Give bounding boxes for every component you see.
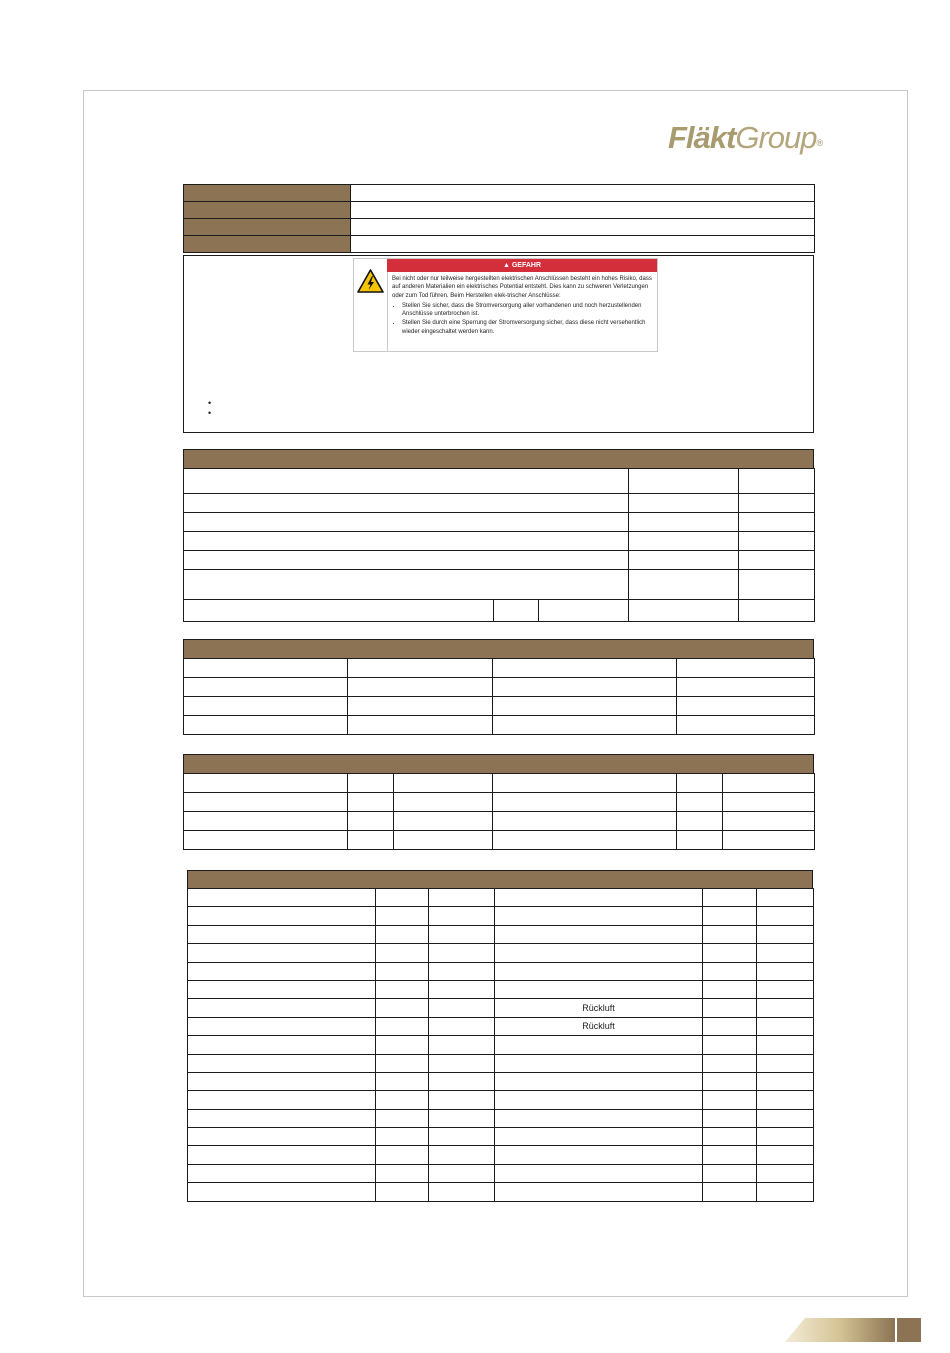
table-cell [493,812,677,831]
table-cell [184,570,629,600]
table-cell [495,1183,703,1201]
table-cell [495,1128,703,1146]
table-cell [188,1109,376,1127]
table-cell [429,962,495,980]
table-cell [394,831,493,850]
info-label-cell [184,219,351,236]
table-cell [677,793,723,812]
table-cell [757,962,814,980]
bullet-item [208,408,211,418]
table-cell [429,1072,495,1090]
table-cell [188,980,376,998]
warning-list-item: • Stellen Sie sicher, dass die Stromversorgung aller vorhandenen und noch herzustellenden Anschlüsse unterbrochen ist. [402,302,654,319]
table-cell [376,1072,429,1090]
table-cell [429,1017,495,1035]
table-cell [429,1146,495,1164]
table-cell [757,1146,814,1164]
table-cell [376,999,429,1017]
table-cell [739,570,815,600]
table-cell [757,1036,814,1054]
table-row [188,889,814,907]
table-cell [723,831,815,850]
table-cell [394,793,493,812]
table-cell [493,831,677,850]
table-cell [348,812,394,831]
table-cell [348,697,493,716]
table-cell [677,831,723,850]
table-cell [677,697,815,716]
table-cell [495,1054,703,1072]
table-cell [429,925,495,943]
table-cell [703,1036,757,1054]
table-cell [723,812,815,831]
flaktgroup-logo: FläktGroup® [668,120,823,155]
footer-tab-decoration [785,1318,895,1342]
table-cell [188,1017,376,1035]
table-cell [757,925,814,943]
table-cell [703,1091,757,1109]
table-cell [757,907,814,925]
table-cell [757,1164,814,1182]
table-cell [703,1183,757,1201]
table-cell [429,1091,495,1109]
danger-warning-box [353,258,658,352]
section-header-bar [183,754,814,774]
table-row [188,1164,814,1182]
info-label-cell [184,202,351,219]
table-cell [188,907,376,925]
measurement-table-1 [183,468,815,622]
table-cell [703,925,757,943]
table-cell [184,659,348,678]
table-cell [629,469,739,494]
table-cell [703,889,757,907]
table-cell [703,980,757,998]
table-cell [703,1164,757,1182]
table-cell [757,980,814,998]
table-cell [394,812,493,831]
table-cell [429,1036,495,1054]
table-cell [188,1164,376,1182]
electric-hazard-icon [354,259,387,351]
table-cell [188,1183,376,1201]
section-header-bar [187,870,813,889]
table-cell [188,1036,376,1054]
table-cell [757,1017,814,1035]
table-cell [493,793,677,812]
table-cell [184,494,629,513]
table-cell [184,716,348,735]
table-cell [703,907,757,925]
table-cell [757,1072,814,1090]
table-cell [629,494,739,513]
table-cell [184,678,348,697]
table-cell [629,532,739,551]
table-cell [184,532,629,551]
table-cell [495,907,703,925]
table-cell [376,1183,429,1201]
table-cell [703,944,757,962]
table-cell [429,1128,495,1146]
table-row [188,944,814,962]
table-cell [739,600,815,622]
table-row [188,999,814,1017]
table-cell [188,1072,376,1090]
page-number-box [897,1318,921,1342]
header-info-table [183,184,815,253]
table-cell [376,980,429,998]
table-cell [394,774,493,793]
info-label-cell [184,185,351,202]
table-cell [429,980,495,998]
table-cell [184,812,348,831]
table-row [188,925,814,943]
table-cell [348,793,394,812]
table-row [188,1091,814,1109]
table-cell [677,812,723,831]
table-cell [188,1146,376,1164]
table-row [188,1183,814,1201]
table-cell [376,1146,429,1164]
table-cell [376,944,429,962]
table-cell [677,659,815,678]
table-cell [495,980,703,998]
table-cell [184,600,494,622]
table-cell [188,1091,376,1109]
table-cell [184,551,629,570]
table-cell [188,962,376,980]
table-cell [703,999,757,1017]
table-cell [184,793,348,812]
table-cell [188,925,376,943]
table-cell [629,600,739,622]
table-body [188,889,814,1202]
table-cell [739,551,815,570]
measurement-table-2 [183,658,815,735]
warning-text: Bei nicht oder nur teilweise hergestellten elektrischen Anschlüssen besteht ein hohes Risiko, dass auf anderen Materialien ein elektrisches Potential entsteht. Dies kann zu schweren Verletzungen oder zum Tod führen. Beim Herstellen elek-trischer Anschlüsse: [392,276,652,299]
table-cell [376,1109,429,1127]
table-cell [376,925,429,943]
table-cell [495,1091,703,1109]
warning-heading: ▲ GEFAHR [387,259,657,272]
table-row [188,1146,814,1164]
table-cell [348,716,493,735]
table-cell [757,1109,814,1127]
table-row [188,1017,814,1035]
table-cell [184,469,629,494]
table-cell [677,774,723,793]
table-cell [757,1054,814,1072]
table-cell [429,889,495,907]
table-cell [429,944,495,962]
table-cell [493,774,677,793]
table-cell [376,1054,429,1072]
measurement-table-3 [183,773,815,850]
table-cell [348,774,394,793]
table-cell [493,678,677,697]
warning-icon-column [354,259,388,351]
table-cell [539,600,629,622]
table-cell [184,831,348,850]
table-cell [493,659,677,678]
table-cell [757,1183,814,1201]
table-cell [703,1146,757,1164]
table-cell [757,944,814,962]
table-cell [376,1164,429,1182]
table-cell [188,889,376,907]
table-cell [495,1036,703,1054]
info-value-cell [351,185,815,202]
measurement-table-4 [187,888,814,1202]
table-cell [495,925,703,943]
info-value-cell [351,202,815,219]
warning-body [392,275,654,337]
table-row [188,1128,814,1146]
table-cell [757,1128,814,1146]
table-cell [493,716,677,735]
table-row [188,907,814,925]
table-row [188,980,814,998]
table-cell [184,697,348,716]
table-cell [429,907,495,925]
table-cell [188,999,376,1017]
table-cell [703,1072,757,1090]
info-label-cell [184,236,351,253]
table-cell [188,944,376,962]
table-cell [495,889,703,907]
table-cell [376,1128,429,1146]
table-cell [348,831,394,850]
table-cell [723,793,815,812]
table-cell [629,570,739,600]
table-cell [184,774,348,793]
table-cell [495,1109,703,1127]
table-cell [495,962,703,980]
table-cell [429,1183,495,1201]
table-cell [495,1146,703,1164]
table-row [188,1036,814,1054]
table-row [188,1109,814,1127]
table-cell [184,513,629,532]
table-cell [703,1017,757,1035]
table-row [188,1072,814,1090]
table-cell [739,513,815,532]
table-cell [703,962,757,980]
bullet-item [208,398,211,408]
table-cell [739,494,815,513]
table-cell [757,999,814,1017]
section-header-bar [183,449,814,469]
table-cell [723,774,815,793]
bullet-list [208,398,211,418]
table-cell [495,1072,703,1090]
air-type-label: Rückluft [495,1017,703,1035]
table-cell [376,962,429,980]
info-value-cell [351,219,815,236]
table-cell [376,1091,429,1109]
table-cell [376,889,429,907]
table-cell [188,1054,376,1072]
table-cell [493,697,677,716]
table-cell [494,600,539,622]
table-cell [677,678,815,697]
warning-list [392,302,654,336]
table-cell [739,532,815,551]
table-cell [739,469,815,494]
air-type-label: Rückluft [495,999,703,1017]
table-cell [429,999,495,1017]
table-cell [629,551,739,570]
table-cell [376,907,429,925]
table-row [188,962,814,980]
table-cell [429,1054,495,1072]
table-cell [757,1091,814,1109]
table-cell [348,678,493,697]
table-cell [429,1109,495,1127]
table-cell [495,1164,703,1182]
table-cell [677,716,815,735]
section-header-bar [183,639,814,659]
info-value-cell [351,236,815,253]
table-cell [376,1036,429,1054]
table-cell [703,1128,757,1146]
table-cell [429,1164,495,1182]
table-cell [495,944,703,962]
table-cell [703,1109,757,1127]
table-cell [188,1128,376,1146]
warning-list-item: • Stellen Sie durch eine Sperrung der Stromversorgung sicher, dass diese nicht versehentlich wieder eingeschaltet werden kann. [402,319,654,336]
table-cell [629,513,739,532]
table-cell [757,889,814,907]
table-cell [703,1054,757,1072]
table-row [188,1054,814,1072]
table-cell [348,659,493,678]
table-cell [376,1017,429,1035]
